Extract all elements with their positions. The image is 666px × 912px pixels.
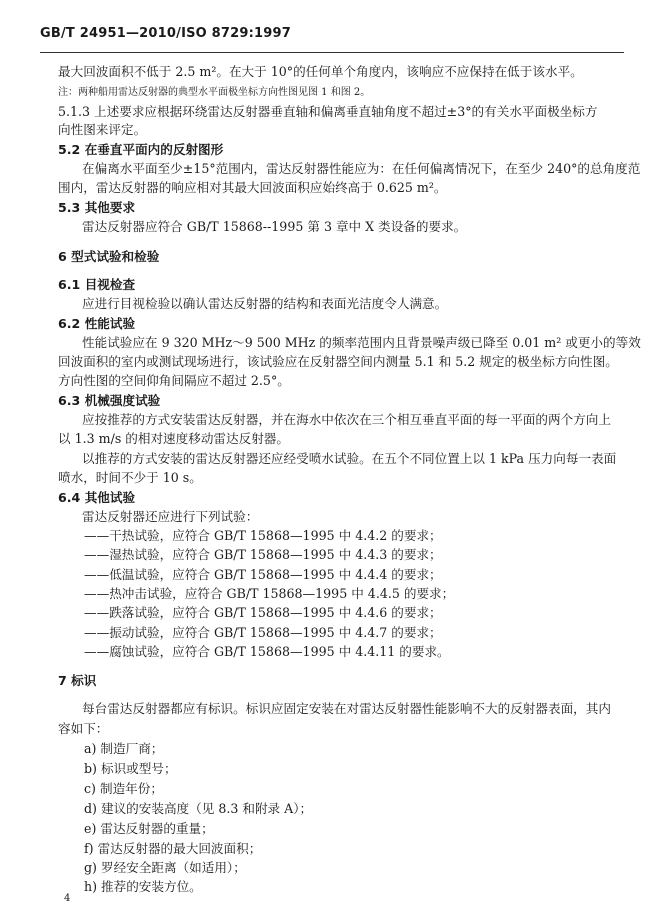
paragraph-line: 应按推荐的方式安装雷达反射器，并在海水中依次在三个相互垂直平面的每一平面的两个方向上 bbox=[82, 412, 611, 427]
paragraph-line: 每台雷达反射器都应有标识。标识应固定安装在对雷达反射器性能影响不大的反射器表面，其内 bbox=[82, 701, 611, 716]
test-list-item: ——干热试验，应符合 GB/T 15868—1995 中 4.4.2 的要求； bbox=[84, 528, 442, 543]
test-list-item: ——跌落试验，应符合 GB/T 15868—1995 中 4.4.6 的要求； bbox=[84, 605, 442, 620]
heading-5-2: 5.2 在垂直平面内的反射图形 bbox=[58, 142, 224, 157]
heading-7: 7 标识 bbox=[58, 673, 97, 688]
paragraph-line: 最大回波面积不低于 2.5 m²。在大于 10°的任何单个角度内，该响应不应保持在低于该水平。 bbox=[58, 64, 583, 79]
heading-5-3: 5.3 其他要求 bbox=[58, 200, 136, 215]
heading-6-3: 6.3 机械强度试验 bbox=[58, 393, 161, 408]
paragraph-line: 容如下： bbox=[58, 721, 109, 736]
paragraph-line: 在偏离水平面至少±15°范围内，雷达反射器性能应为：在任何偏离情况下，在至少 240°的总角度范 bbox=[82, 161, 641, 176]
header-rule bbox=[40, 52, 624, 53]
marking-list-item: c) 制造年份； bbox=[84, 781, 163, 796]
page-number: 4 bbox=[64, 893, 71, 904]
test-list-item: ——湿热试验，应符合 GB/T 15868—1995 中 4.4.3 的要求； bbox=[84, 547, 442, 562]
marking-list-item: g) 罗经安全距离（如适用）； bbox=[84, 860, 246, 875]
test-list-item: ——振动试验，应符合 GB/T 15868—1995 中 4.4.7 的要求； bbox=[84, 625, 442, 640]
note-line: 注：两种船用雷达反射器的典型水平面极坐标方向性图见图 1 和图 2。 bbox=[58, 87, 371, 98]
paragraph-line: 喷水，时间不少于 10 s。 bbox=[58, 470, 202, 485]
heading-6-1: 6.1 目视检查 bbox=[58, 277, 136, 292]
marking-list-item: f) 雷达反射器的最大回波面积； bbox=[84, 841, 262, 856]
paragraph-line: 围内，雷达反射器的响应相对其最大回波面积应始终高于 0.625 m²。 bbox=[58, 180, 447, 195]
test-list-item: ——腐蚀试验，应符合 GB/T 15868—1995 中 4.4.11 的要求。 bbox=[84, 644, 450, 659]
marking-list-item: a) 制造厂商； bbox=[84, 741, 164, 756]
paragraph-line: 回波面积的室内或测试现场进行，该试验应在反射器空间内测量 5.1 和 5.2 规定的极坐标方向性图。 bbox=[58, 354, 618, 369]
marking-list-item: e) 雷达反射器的重量； bbox=[84, 821, 214, 836]
heading-6: 6 型式试验和检验 bbox=[58, 249, 160, 264]
page-header-standard: GB/T 24951—2010/ISO 8729:1997 bbox=[40, 26, 292, 41]
heading-6-4: 6.4 其他试验 bbox=[58, 490, 136, 505]
marking-list-item: b) 标识或型号； bbox=[84, 761, 177, 776]
paragraph-line: 应进行目视检验以确认雷达反射器的结构和表面光洁度令人满意。 bbox=[82, 296, 448, 311]
paragraph-line: 雷达反射器应符合 GB/T 15868--1995 第 3 章中 X 类设备的要求。 bbox=[82, 219, 467, 234]
paragraph-line: 雷达反射器还应进行下列试验： bbox=[82, 509, 259, 524]
marking-list-item: h) 推荐的安装方位。 bbox=[84, 879, 202, 894]
test-list-item: ——低温试验，应符合 GB/T 15868—1995 中 4.4.4 的要求； bbox=[84, 567, 442, 582]
paragraph-line: 以 1.3 m/s 的相对速度移动雷达反射器。 bbox=[58, 431, 289, 446]
marking-list-item: d) 建议的安装高度（见 8.3 和附录 A）； bbox=[84, 801, 313, 816]
paragraph-line: 向性图来评定。 bbox=[58, 122, 147, 137]
paragraph-line: 性能试验应在 9 320 MHz～9 500 MHz 的频率范围内且背景噪声级已降至 0.01 m² 或更小的等效 bbox=[82, 335, 641, 350]
clause-5-1-3: 5.1.3 上述要求应根据环绕雷达反射器垂直轴和偏离垂直轴角度不超过±3°的有关水平面极坐标方 bbox=[58, 104, 598, 119]
test-list-item: ——热冲击试验，应符合 GB/T 15868—1995 中 4.4.5 的要求； bbox=[84, 586, 455, 601]
heading-6-2: 6.2 性能试验 bbox=[58, 316, 136, 331]
paragraph-line: 方向性图的空间仰角间隔应不超过 2.5°。 bbox=[58, 373, 290, 388]
paragraph-line: 以推荐的方式安装的雷达反射器还应经受喷水试验。在五个不同位置上以 1 kPa 压力向每一表面 bbox=[82, 451, 617, 466]
